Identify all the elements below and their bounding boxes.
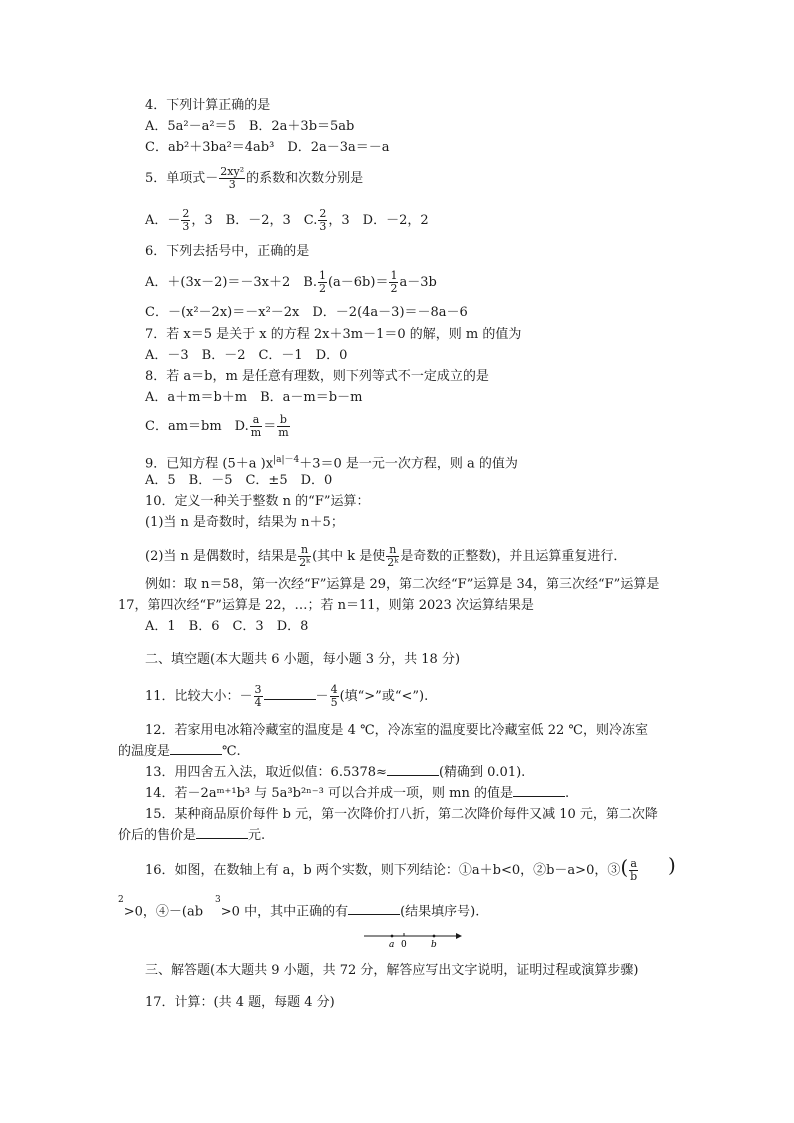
- q9-options: A．5 B．－5 C．±5 D．0: [145, 473, 333, 488]
- q5-stem: 5．单项式－ $\frac{\text{2xy²}}{3}$ 的系数和次数分别是: [145, 165, 364, 191]
- q10-example-line2: 17，第四次经“F”运算是 22，…；若 n＝11，则第 2023 次运算结果是: [118, 598, 534, 613]
- q6-options-cd: C．－(x²－2x)＝－x²－2x D．－2(4a－3)＝－8a－6: [145, 305, 468, 320]
- q8-stem: 8．若 a＝b，m 是任意有理数，则下列等式不一定成立的是: [145, 369, 489, 384]
- q4-options-ab: A．5a²－a²＝5 B．2a＋3b＝5ab: [145, 119, 355, 134]
- q9-stem: 9．已知方程 (5＋a )$x^{|a|-4}+3=0$ 是一元一次方程，则 a 的值为: [145, 455, 518, 472]
- label-b: b: [431, 940, 437, 950]
- q6-options-ab: A．＋(3x－2)＝－3x＋2 B. $\frac{1}{2}$ (a－6b)＝ $\frac{1}{2}$ a－3b: [145, 269, 437, 295]
- q11-answer-blank[interactable]: [264, 689, 316, 700]
- q15-line1: 15．某种商品原价每件 b 元，第一次降价打八折，第二次降价每件又减 10 元，第二次降: [145, 807, 658, 822]
- q6-stem: 6．下列去括号中，正确的是: [145, 244, 310, 259]
- q15-answer-blank[interactable]: [196, 828, 248, 839]
- q16-line2: $^2$>0，$④-(ab^3>0$ 中，其中正确的有 (结果填序号).: [118, 895, 480, 920]
- q4-stem: 4．下列计算正确的是: [145, 98, 271, 113]
- number-line-figure: [362, 928, 472, 950]
- q10-stem: 10．定义一种关于整数 n 的“F”运算：: [145, 494, 370, 509]
- q7-options: A．－3 B．－2 C．－1 D．0: [145, 348, 348, 363]
- q17-stem: 17．计算：(共 4 题，每题 4 分): [145, 995, 335, 1010]
- q8-options-ab: A．a＋m＝b＋m B．a－m＝b－m: [145, 390, 363, 405]
- q16-line1: 16．如图，在数轴上有 a，b 两个实数，则下列结论：①a＋b<0，②b－a>0，③( $\frac{a}{b}$: [145, 855, 638, 883]
- label-zero: 0: [401, 940, 407, 950]
- q5-options: A．－ $\frac{2}{3}$ ，3 B．－2，3 C. $\frac{2}{3}$ ，3 D．－2，2: [145, 207, 429, 233]
- q12-line2: 的温度是 ℃.: [118, 744, 241, 759]
- section2-title: 二、填空题(本大题共 6 小题，每小题 3 分，共 18 分): [145, 652, 461, 667]
- label-a: a: [389, 940, 395, 950]
- q10-example-line1: 例如：取 n＝58，第一次经“F”运算是 29，第二次经“F”运算是 34，第三次经“F”运算是: [145, 577, 660, 592]
- q4-options-cd: C．ab²＋3ba²＝4ab³ D．2a－3a＝－a: [145, 140, 390, 155]
- q13-answer-blank[interactable]: [387, 765, 439, 776]
- q11: 11．比较大小：－ $\frac{3}{4}$ － $\frac{4}{5}$ (填“>”或“<”).: [145, 683, 429, 709]
- q16-answer-blank[interactable]: [348, 904, 400, 915]
- q10-rule-even: (2)当 n 是偶数时，结果是 $\frac{n}{\text{2ᵏ}}$ (其中 k 是使 $\frac{n}{\text{2ᵏ}}$ 是奇数的正整数)，并且运算重复进行．: [145, 543, 627, 569]
- q15-line2: 价后的售价是 元.: [118, 828, 266, 843]
- q7-stem: 7．若 x＝5 是关于 x 的方程 2x＋3m－1＝0 的解，则 m 的值为: [145, 327, 522, 342]
- q14: 14．若－2aᵐ⁺¹b³ 与 5a³b²ⁿ⁻³ 可以合并成一项，则 mn 的值是 .: [145, 786, 570, 801]
- q10-rule-odd: (1)当 n 是奇数时，结果为 n＋5；: [145, 515, 344, 530]
- point-a-marker: [391, 935, 394, 938]
- q13: 13．用四舍五入法，取近似值：6.5378≈ (精确到 0.01).: [145, 765, 526, 780]
- number-line-arrow-icon: [456, 933, 462, 939]
- q12-line1: 12．若家用电冰箱冷藏室的温度是 4 ℃，冷冻室的温度要比冷藏室低 22 ℃，则冷冻室: [145, 723, 648, 738]
- point-b-marker: [433, 935, 436, 938]
- q12-answer-blank[interactable]: [170, 744, 222, 755]
- q16-right-paren: ): [668, 853, 676, 877]
- q10-options: A．1 B．6 C．3 D．8: [145, 619, 309, 634]
- section3-title: 三、解答题(本大题共 9 小题，共 72 分，解答应写出文字说明，证明过程或演算步骤): [145, 963, 639, 978]
- q8-options-cd: C．am＝bm D. $\frac{a}{m}$ ＝ $\frac{b}{m}$: [145, 413, 289, 439]
- q14-answer-blank[interactable]: [513, 786, 565, 797]
